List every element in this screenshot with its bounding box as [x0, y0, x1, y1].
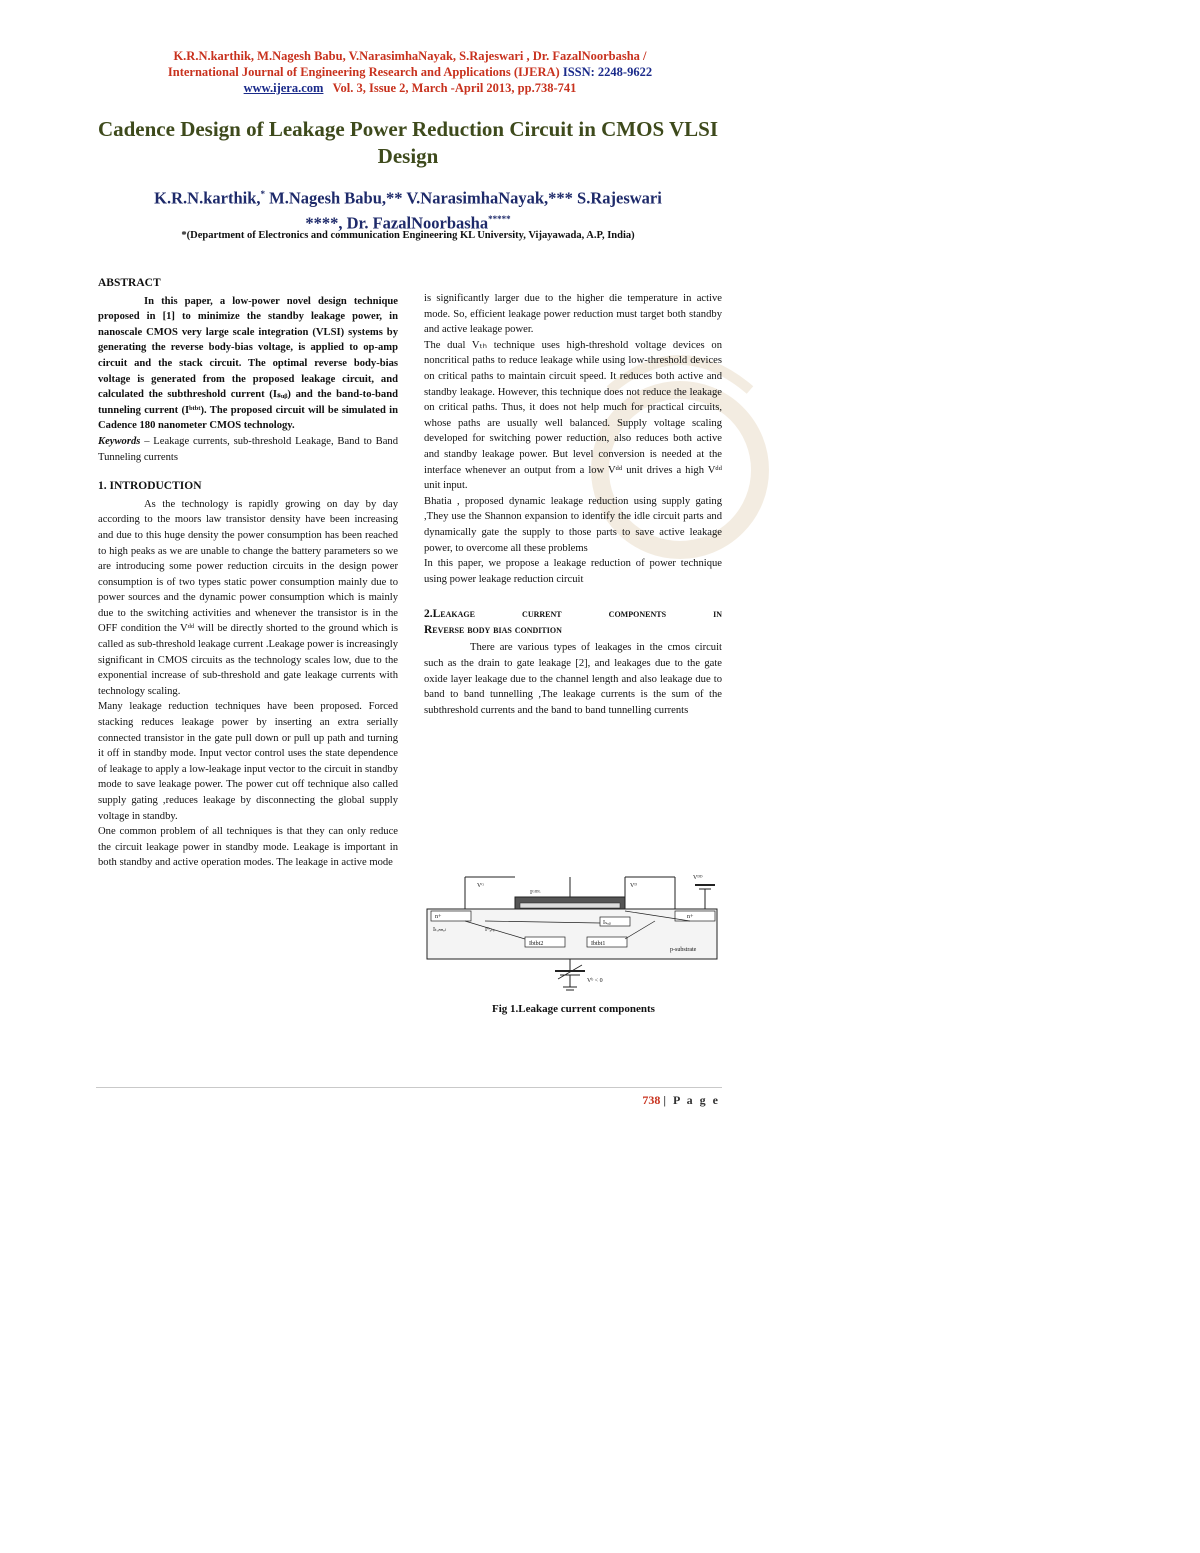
fig-label-vdd: Vᴰᴰ [693, 875, 703, 881]
gate-oxide [520, 903, 620, 908]
page-label: | P a g e [663, 1093, 720, 1107]
section-2-heading-line-2: Reverse body bias condition [424, 623, 562, 636]
fig-label-tunnel: Iₜₒₙₙₑₗ [433, 927, 446, 933]
authors-2-4: M.Nagesh Babu,** V.NarasimhaNayak,*** S.Rajeswari [269, 188, 662, 208]
leakage-current-figure [425, 867, 722, 997]
header-authors-line: K.R.N.karthik, M.Nagesh Babu, V.NarasimhaNayak, S.Rajeswari , Dr. FazalNoorbasha / [173, 49, 647, 63]
abstract-heading: ABSTRACT [98, 277, 161, 289]
fig-label-igate: Iᴳₐₜₑ [485, 927, 495, 933]
fig-label-substrate: p-substrate [670, 947, 697, 953]
section-2-heading-line-1: 2.Leakage current components in [424, 608, 722, 621]
right-paragraph-1: is significantly larger due to the higher die temperature in active mode. So, efficient leakage power reduction must target both standby and active leakage power. [424, 293, 722, 336]
page-number [600, 1093, 720, 1108]
page-number-value: 738 [642, 1093, 661, 1107]
header-volume-line [100, 80, 720, 96]
issn: ISSN: 2248-9622 [562, 65, 653, 79]
journal-header [100, 48, 720, 96]
fig-label-isub: Iₛᵤᵦ [603, 920, 611, 926]
paper-title: Cadence Design of Leakage Power Reduction Circuit in CMOS VLSI Design [97, 117, 719, 168]
fig-label-vg: Vᴳ [477, 883, 484, 889]
keywords-label: Keywords [98, 435, 141, 447]
volume-info: Vol. 3, Issue 2, March -April 2013, pp.738-741 [332, 81, 577, 95]
section-2-heading [424, 607, 722, 638]
author-line-1 [96, 184, 720, 209]
intro-paragraph-2: Many leakage reduction techniques have been proposed. Forced stacking reduces leakage power by inserting an extra serially connected transistor in the gate pull down or pull up path and turning it off in standby mode. Input vector control uses the state dependence of leakage to apply a low-leakage input vector to the circuit in standby mode to save leakage power. The power cut off technique also called supply gating ,reduces leakage by disconnecting the global supply voltage in standby. [98, 701, 398, 822]
fig-label-n-right: n+ [687, 914, 694, 920]
author-list [96, 184, 720, 233]
author-5: ****, Dr. FazalNoorbasha [305, 213, 489, 232]
intro-paragraph-3: One common problem of all techniques is that they can only reduce the circuit leakage power in standby mode. Leakage is important in both standby and active operation modes. The leakage in active mode [98, 826, 398, 869]
section-2-paragraph: There are various types of leakages in the cmos circuit such as the drain to gate leakage [2], and leakages due to the gate oxide layer leakage due to the channel length and also leakage due to band to band tunnelling ,The leakage currents is the sum of the subthreshold currents and the band to band tunnelling currents [424, 642, 722, 716]
intro-paragraph-1: As the technology is rapidly growing on day by day according to the moors law transistor density have been increasing and due to this huge density the power consumption has been reached to high peaks as we are unable to change the battery parameters so we are introducing some power reduction circuits in the design power consumption is of two types static power consumption mainly due to power sources and the dynamic power consumption which is mainly due to the switching activities and whenever the transistor is in the OFF condition the Vᵈᵈ will be directly shorted to the ground which is called as sub-threshold leakage current .Leakage power is increasingly significant in CMOS circuits as the technology scales low, due to the exponential increase of sub-threshold and gate leakage currents with technology scaling. [98, 498, 398, 697]
author-1: K.R.N.karthik, [154, 188, 261, 208]
right-paragraph-2: The dual Vₜₕ technique uses high-threshold voltage devices on noncritical paths to reduce leakage while using low-threshold devices on critical paths to maintain circuit speed. It reduces both active and standby leakage. However, this technique does not reduce the leakage on critical paths. Thus, it does not help much for practical circuits, whose paths are usually well balanced. Supply voltage scaling developed for switching power reduction, also reduces both active and standby leakage power. But level conversion is needed at the interface whenever an output from a low Vᵈᵈ unit drives a high Vᵈᵈ unit input. [424, 339, 722, 492]
fig-label-vb: Vᵇ < 0 [587, 978, 603, 984]
journal-website-link[interactable]: www.ijera.com [243, 81, 324, 95]
intro-heading: 1. INTRODUCTION [98, 480, 202, 493]
journal-name: International Journal of Engineering Research and Applications (IJERA) [167, 65, 560, 79]
keywords [98, 434, 398, 465]
author-1-mark: * [260, 189, 266, 199]
fig-label-n-left: n+ [435, 914, 442, 920]
keywords-text: – Leakage currents, sub-threshold Leakage, Band to Band Tunneling currents [98, 435, 398, 463]
affiliation: *(Department of Electronics and communication Engineering KL University, Vijayawada, A.P, India) [181, 230, 635, 241]
author-5-mark: ***** [488, 213, 511, 224]
left-column [98, 276, 398, 871]
abstract-body: In this paper, a low-power novel design technique proposed in [1] to minimize the standby leakage power, in nanoscale CMOS very large scale integration (VLSI) systems by generating the reverse body-bias voltage, is applied to op-amp circuit and the stack circuit. The optimal reverse body-bias voltage is generated from the proposed leakage circuit, and calculated the subthreshold current (Iₛᵤᵦ) and the band-to-band tunneling current (Iᵇᵗᵇᵗ). The proposed circuit will be simulated in Cadence 180 nanometer CMOS technology. [98, 295, 398, 432]
header-journal-line [100, 64, 720, 80]
fig-label-igidl: Iᴳᴵᴰᴸ [530, 890, 541, 896]
fig-label-ibtbt1: Ibtbt1 [591, 941, 606, 947]
right-column [424, 291, 722, 718]
footer-divider [96, 1087, 722, 1088]
fig-label-ibtbt2: Ibtbt2 [529, 941, 544, 947]
figure-caption: Fig 1.Leakage current components [492, 1003, 655, 1015]
right-paragraph-3: Bhatia , proposed dynamic leakage reduction using supply gating ,They use the Shannon expansion to identify the idle circuit parts and dynamically gate the supply to those parts to save active leakage power, to overcome all these problems [424, 495, 722, 554]
right-paragraph-4: In this paper, we propose a leakage reduction of power technique using power leakage reduction circuit [424, 558, 722, 585]
fig-label-vd: Vᴰ [630, 883, 637, 889]
